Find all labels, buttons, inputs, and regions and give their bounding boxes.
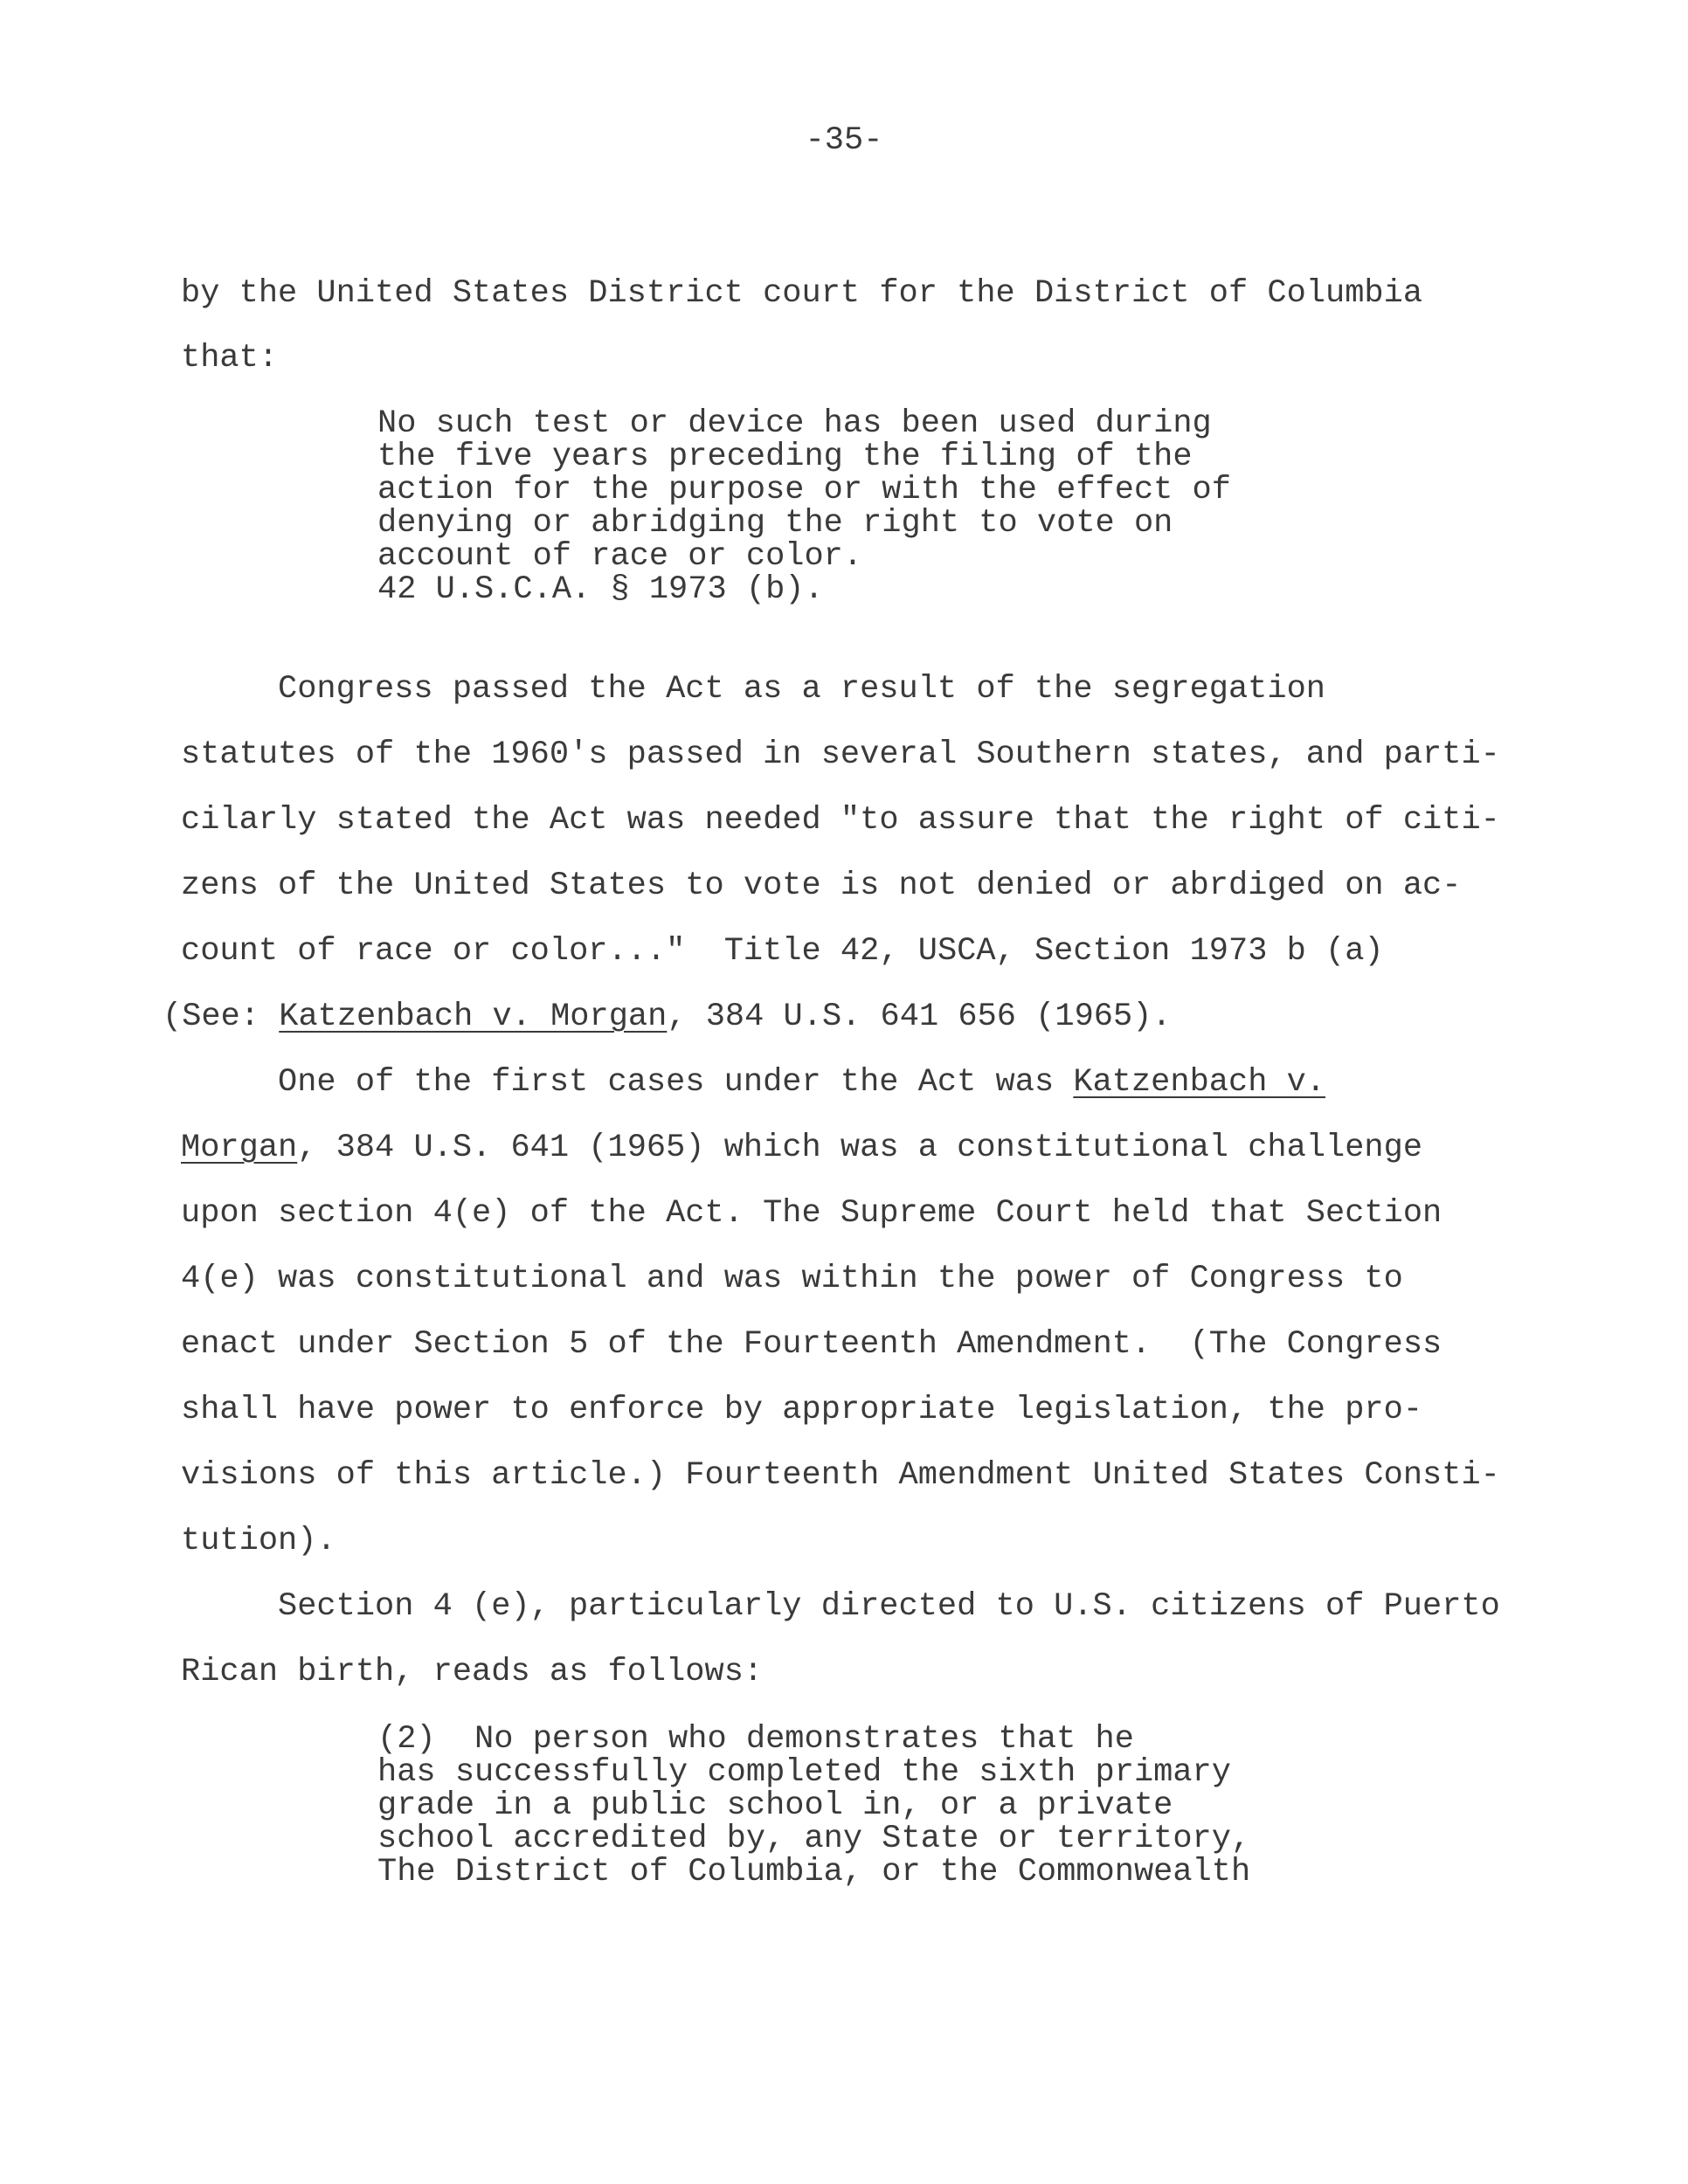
quote1-line-1: No such test or device has been used during [377, 405, 1212, 442]
para3-line-2: Rican birth, reads as follows: [181, 1654, 764, 1690]
para1-line-4: zens of the United States to vote is not denied or abrdiged on ac- [181, 867, 1462, 904]
quote1-line-2: the five years preceding the filing of the [377, 439, 1193, 475]
page-number: -35- [805, 122, 883, 159]
quote2-line-5: The District of Columbia, or the Commonwealth [377, 1854, 1251, 1890]
quote1-line-3: action for the purpose or with the effect of [377, 472, 1231, 508]
para2-line-1-text: One of the first cases under the Act was [278, 1064, 1074, 1101]
see-prefix: (See: [163, 999, 280, 1035]
quote1-line-4: denying or abridging the right to vote on [377, 505, 1173, 542]
citation-suffix: , 384 U.S. 641 656 (1965). [667, 999, 1172, 1035]
para2-line-8: tution). [181, 1523, 336, 1559]
para2-line-5: enact under Section 5 of the Fourteenth Amendment. (The Congress [181, 1326, 1442, 1363]
para2-line-2 [181, 1132, 1422, 1165]
para1-line-6 [163, 1001, 1172, 1033]
case-citation: Katzenbach v. Morgan [279, 999, 668, 1035]
para2-line-6: shall have power to enforce by appropriate legislation, the pro- [181, 1392, 1423, 1428]
para2-line-3: upon section 4(e) of the Act. The Supreme Court held that Section [181, 1195, 1442, 1232]
intro-line-1: by the United States District court for the District of Columbia [181, 275, 1423, 312]
para1-line-1: Congress passed the Act as a result of the segregation [278, 671, 1325, 708]
quote1-line-6: 42 U.S.C.A. § 1973 (b). [377, 571, 824, 608]
quote1-line-5: account of race or color. [377, 538, 863, 575]
para2-line-1 [278, 1064, 1326, 1101]
quote2-line-2: has successfully completed the sixth primary [377, 1754, 1231, 1791]
quote2-line-4: school accredited by, any State or territory, [377, 1821, 1251, 1857]
case-citation: Katzenbach v. [1073, 1064, 1326, 1101]
para3-line-1: Section 4 (e), particularly directed to U.S. citizens of Puerto [278, 1588, 1500, 1625]
quote2-line-1: (2) No person who demonstrates that he [377, 1721, 1134, 1758]
para2-line-2-text: , 384 U.S. 641 (1965) which was a constitutional challenge [297, 1130, 1423, 1166]
para2-line-7: visions of this article.) Fourteenth Amendment United States Consti- [181, 1457, 1500, 1494]
quote2-line-3: grade in a public school in, or a private [377, 1787, 1173, 1824]
intro-line-2: that: [181, 340, 279, 377]
case-citation: Morgan [181, 1130, 298, 1166]
para2-line-4: 4(e) was constitutional and was within the power of Congress to [181, 1261, 1403, 1297]
para1-line-3: cilarly stated the Act was needed "to assure that the right of citi- [181, 802, 1500, 839]
para1-line-5: count of race or color..." Title 42, USCA, Section 1973 b (a) [181, 933, 1384, 970]
para1-line-2: statutes of the 1960's passed in several Southern states, and parti- [181, 736, 1500, 773]
